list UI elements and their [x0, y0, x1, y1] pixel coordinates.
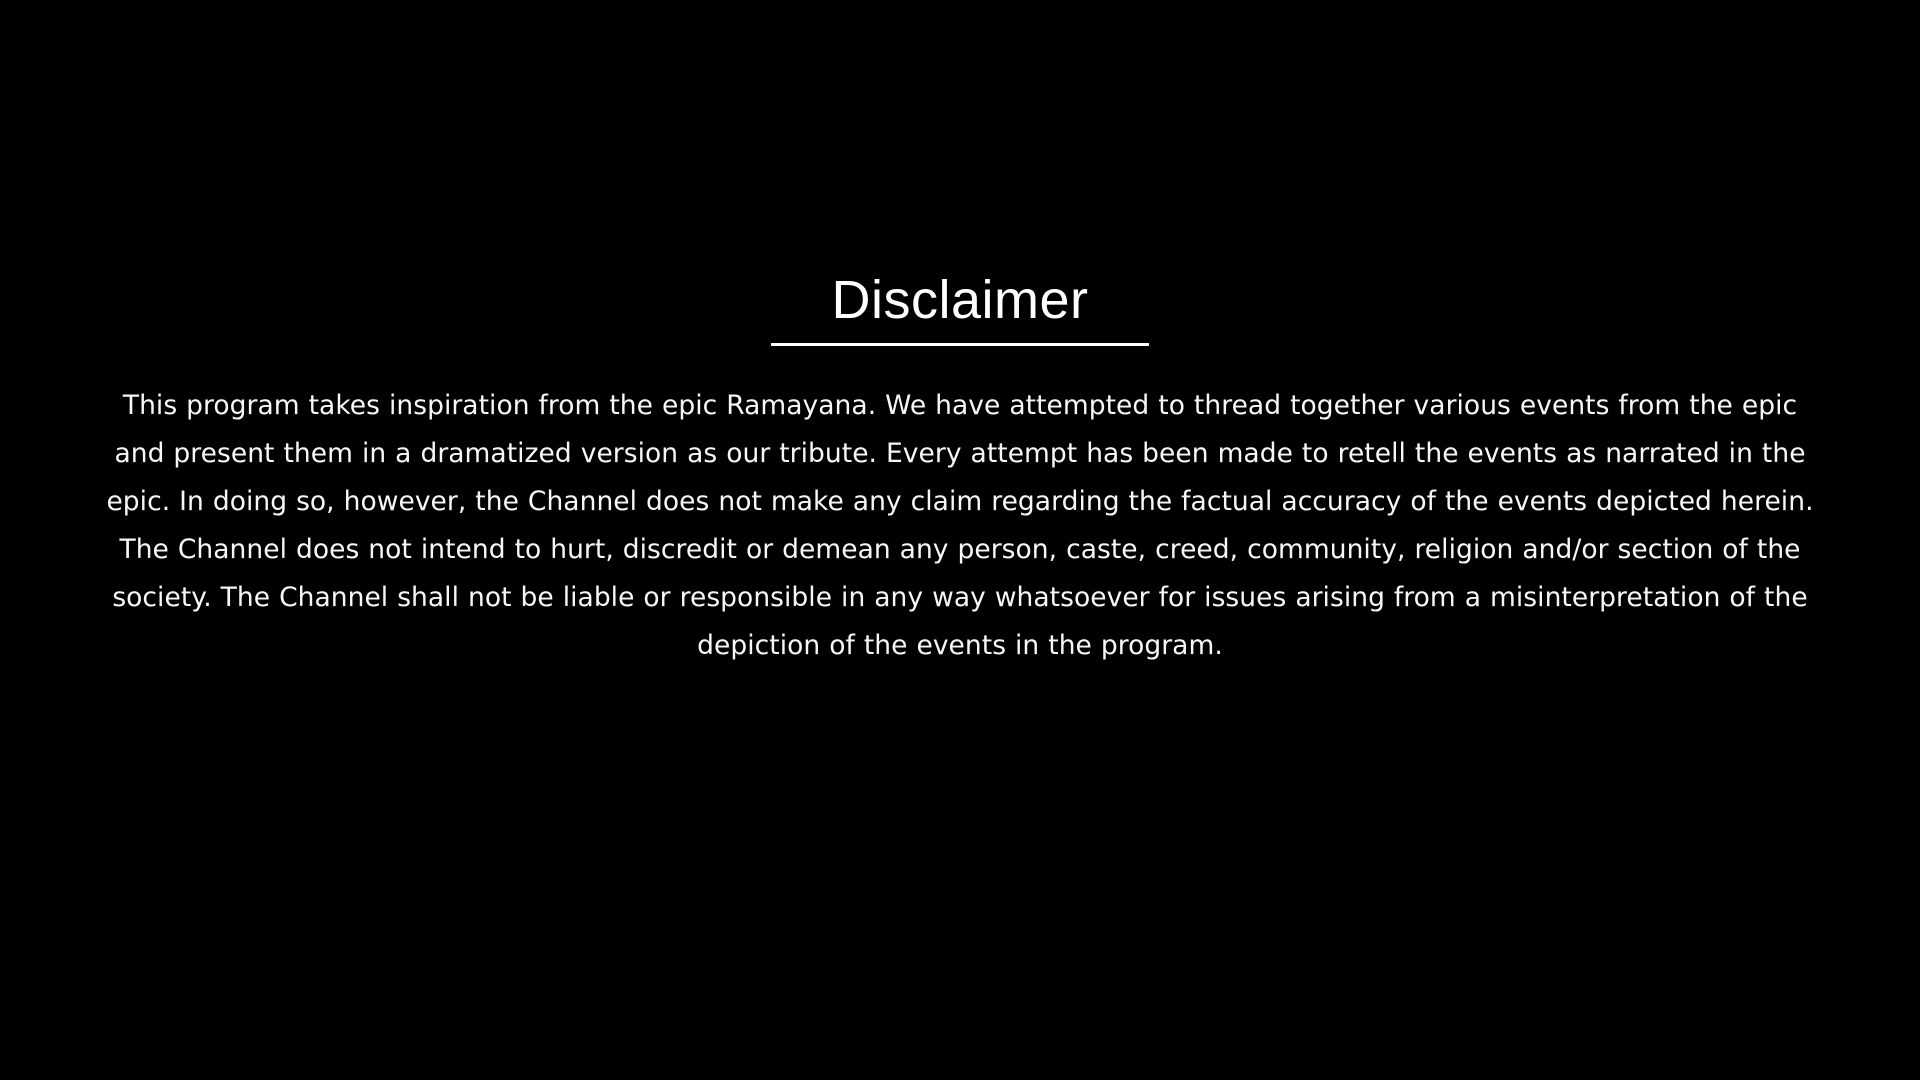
title-underline-divider	[771, 343, 1149, 346]
page-title: Disclaimer	[831, 270, 1089, 330]
disclaimer-body-text: This program takes inspiration from the epic Ramayana. We have attempted to thread together various events from the epic and present them in a dramatized version as our tribute. Every attempt has been made to retell the events as narrated in the epic. In doing so, however, the Channel does not make any claim regarding the factual accuracy of the events depicted herein. The Channel does not intend to hurt, discredit or demean any person, caste, creed, community, religion and/or section of the society. The Channel shall not be liable or responsible in any way whatsoever for issues arising from a misinterpretation of the depiction of the events in the program.	[106, 389, 1814, 661]
